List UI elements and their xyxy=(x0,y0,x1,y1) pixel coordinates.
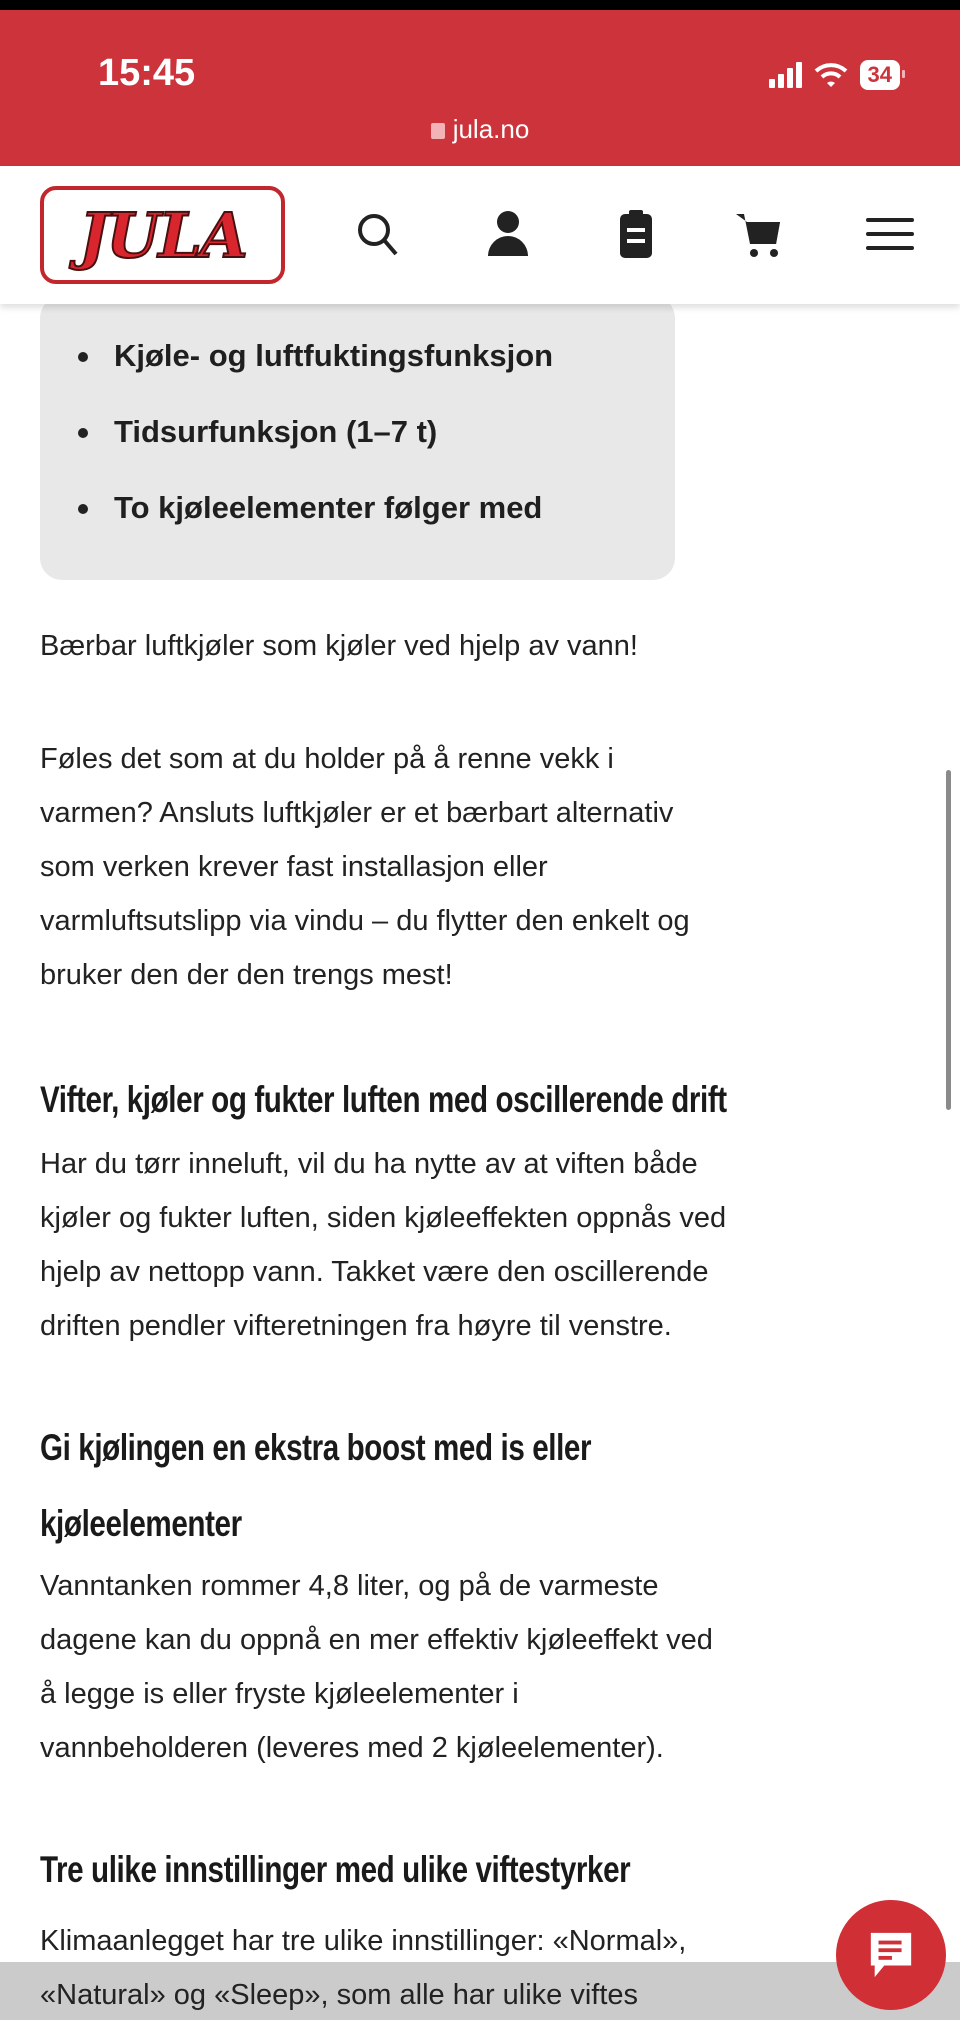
url-bar[interactable] xyxy=(0,114,960,145)
chat-icon xyxy=(867,1929,915,1981)
feature-item: Kjøle- og luftfuktingsfunksjon xyxy=(78,338,553,414)
feature-item: To kjøleelementer følger med xyxy=(78,490,553,566)
section-body: Har du tørr inneluft, vil du ha nytte av at viften både kjøler og fukter luften, siden kjøleeffekten oppnås ved hjelp av nettopp vann. Takket være den oscillerende driften pendler vifteretningen fra høyre til venstre. xyxy=(40,1148,727,1342)
scrollbar[interactable] xyxy=(946,770,951,1110)
status-time: 15:45 xyxy=(98,52,196,94)
search-icon[interactable] xyxy=(350,206,406,262)
menu-icon[interactable] xyxy=(862,206,918,262)
url-text: jula.no xyxy=(452,114,530,144)
section-heading: Gi kjølingen en ekstra boost med is eller kjøleelementer xyxy=(40,1427,592,1544)
status-icons xyxy=(769,60,900,90)
top-edge xyxy=(0,0,960,10)
section-body: Vanntanken rommer 4,8 liter, og på de varmeste dagene kan du oppnå en mer effektiv kjøleeffekt ved å legge is eller fryste kjøleelementer i vannbeholderen (leveres med 2 kjøleelementer). xyxy=(40,1570,713,1764)
feature-box xyxy=(40,296,675,580)
jula-logo[interactable]: JULA xyxy=(40,186,285,284)
feature-item: Tidsurfunksjon (1–7 t) xyxy=(78,414,553,490)
intro-text: Bærbar luftkjøler som kjøler ved hjelp av vann! xyxy=(40,630,638,662)
site-header xyxy=(0,166,960,304)
account-icon[interactable] xyxy=(480,206,536,262)
wifi-icon xyxy=(814,62,848,88)
description-paragraph: Føles det som at du holder på å renne vekk i varmen? Ansluts luftkjøler er et bærbart alternativ som verken krever fast installasjon eller varmluftsutslipp via vindu – du flytter den enkelt og bruker den der den trengs mest! xyxy=(40,743,690,991)
section-heading: Tre ulike innstillinger med ulike viftestyrker xyxy=(40,1849,631,1890)
chat-button[interactable] xyxy=(836,1900,946,2010)
status-bar xyxy=(0,10,960,166)
section-body: Klimaanlegget har tre ulike innstillinger: «Normal», «Natural» og «Sleep», som alle har ulike viftes xyxy=(40,1925,687,2011)
lock-icon xyxy=(431,123,445,139)
cart-icon[interactable] xyxy=(732,206,788,262)
section-heading: Vifter, kjøler og fukter luften med oscillerende drift xyxy=(40,1079,727,1120)
signal-icon xyxy=(769,62,802,88)
shopping-list-icon[interactable] xyxy=(608,206,664,262)
battery-indicator: 34 xyxy=(860,60,900,90)
